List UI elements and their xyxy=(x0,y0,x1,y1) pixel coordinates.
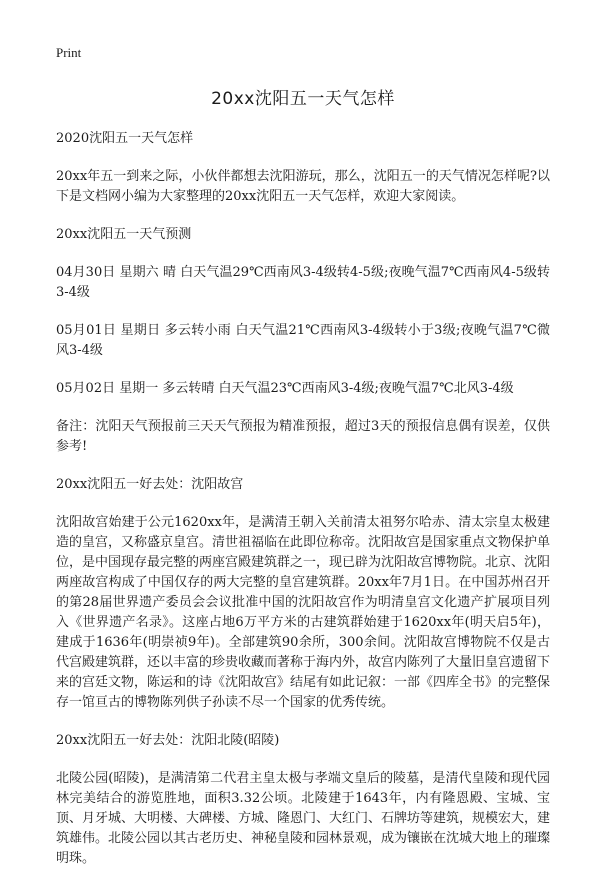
forecast-apr-30: 04月30日 星期六 晴 白天气温29℃西南风3-4级转4-5级;夜晚气温7℃西南风4-5级转3-4级 xyxy=(56,265,550,300)
page-title: 20xx沈阳五一天气怎样 xyxy=(211,89,395,109)
forecast-may-01: 05月01日 星期日 多云转小雨 白天气温21℃西南风3-4级转小于3级;夜晚气温7℃微风3-4级 xyxy=(56,323,550,358)
document-body xyxy=(56,129,550,869)
print-link[interactable]: Print xyxy=(56,45,82,60)
section-heading-beiling: 20xx沈阳五一好去处：沈阳北陵(昭陵) xyxy=(56,733,280,748)
section-heading-palace: 20xx沈阳五一好去处：沈阳故宫 xyxy=(56,477,244,492)
beiling-paragraph: 北陵公园(昭陵)，是满清第二代君主皇太极与孝端文皇后的陵墓，是清代皇陵和现代园林完美结合的游览胜地，面积3.32公顷。北陵建于1643年，内有隆恩殿、宝城、宝顶、月牙城、大明楼、大碑楼、方城、隆恩门、大红门、石牌坊等建筑，规模宏大，建筑雄伟。北陵公园以其古老历史、神秘皇陵和园林景观，成为镶嵌在沈城大地上的璀璨明珠。 xyxy=(56,771,551,866)
forecast-may-02: 05月02日 星期一 多云转晴 白天气温23℃西南风3-4级;夜晚气温7℃北风3-4级 xyxy=(56,381,514,396)
section-heading-forecast: 20xx沈阳五一天气预测 xyxy=(56,227,192,242)
intro-paragraph: 20xx年五一到来之际，小伙伴都想去沈阳游玩，那么，沈阳五一的天气情况怎样呢?以下是文档网小编为大家整理的20xx沈阳五一天气怎样，欢迎大家阅读。 xyxy=(56,169,550,204)
palace-paragraph: 沈阳故宫始建于公元1620xx年，是满清王朝入关前清太祖努尔哈赤、清太宗皇太极建造的皇宫，又称盛京皇宫。清世祖福临在此即位称帝。沈阳故宫是国家重点文物保护单位，是中国现存最完整的两座宫殿建筑群之一，现已辟为沈阳故宫博物院。北京、沈阳两座故宫构成了中国仅存的两大完整的皇宫建筑群。20xx年7月1日。在中国苏州召开的第28届世界遗产委员会会议批准中国的沈阳故宫作为明清皇宫文化遗产扩展项目列入《世界遗产名录》。这座占地6万平方米的古建筑群始建于1620xx年(明天启5年)，建成于1636年(明崇祯9年)。全部建筑90余所，300余间。沈阳故宫博物院不仅是古代宫殿建筑群，还以丰富的珍贵收藏而著称于海内外，故宫内陈列了大量旧皇宫遗留下来的宫廷文物，陈运和的诗《沈阳故宫》结尾有如此记叙：一部《四库全书》的完整保存一馆亘古的博物陈列供子孙读不尽一个国家的优秀传统。 xyxy=(56,515,551,710)
note-paragraph: 备注：沈阳天气预报前三天天气预报为精准预报，超过3天的预报信息偶有误差，仅供参考! xyxy=(56,419,550,454)
subtitle-paragraph: 2020沈阳五一天气怎样 xyxy=(56,131,194,146)
